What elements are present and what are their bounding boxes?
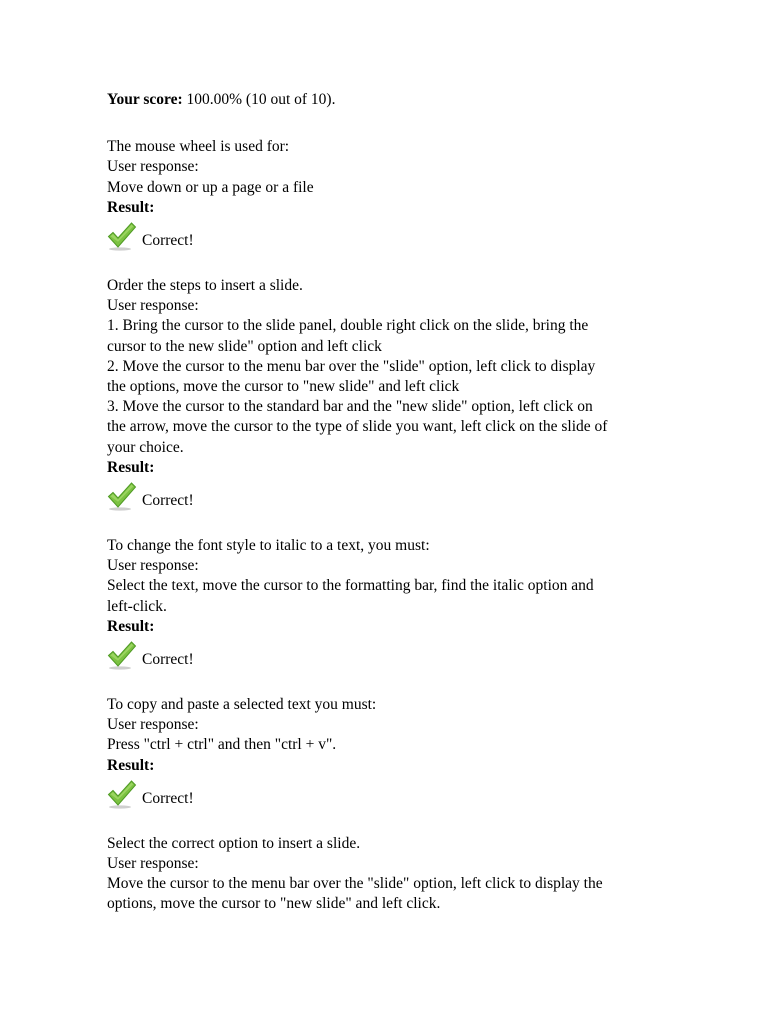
user-response-label: User response: [107, 158, 199, 176]
user-response-text: the options, move the cursor to "new slide" and left click [107, 378, 460, 396]
checkmark-icon [107, 640, 137, 670]
user-response-text: Select the text, move the cursor to the formatting bar, find the italic option and [107, 577, 594, 595]
result-label: Result: [107, 458, 155, 476]
score-line [107, 90, 667, 110]
result-row [107, 638, 667, 670]
user-response-text: the arrow, move the cursor to the type of slide you want, left click on the slide of [107, 418, 608, 436]
user-response-text: cursor to the new slide" option and left click [107, 337, 382, 355]
question-block [107, 834, 667, 915]
correct-label: Correct! [142, 232, 194, 250]
user-response-text: left-click. [107, 597, 167, 615]
result-row [107, 777, 667, 809]
user-response-text: Press "ctrl + ctrl" and then "ctrl + v". [107, 736, 337, 754]
user-response-text: 3. Move the cursor to the standard bar and the "new slide" option, left click on [107, 398, 593, 416]
question-prompt: The mouse wheel is used for: [107, 138, 290, 156]
question-prompt: To copy and paste a selected text you must: [107, 696, 377, 714]
result-label: Result: [107, 617, 155, 635]
correct-label: Correct! [142, 651, 194, 669]
question-prompt: Select the correct option to insert a slide. [107, 834, 361, 852]
user-response-label: User response: [107, 557, 199, 575]
quiz-results-page [107, 90, 667, 940]
correct-label: Correct! [142, 789, 194, 807]
checkmark-icon [107, 221, 137, 251]
question-block [107, 695, 667, 809]
correct-label: Correct! [142, 492, 194, 510]
checkmark-icon [107, 481, 137, 511]
question-block [107, 276, 667, 511]
result-row [107, 219, 667, 251]
user-response-text: Move the cursor to the menu bar over the "slide" option, left click to display the [107, 875, 603, 893]
user-response-text: 2. Move the cursor to the menu bar over the "slide" option, left click to display [107, 357, 596, 375]
user-response-text: your choice. [107, 438, 184, 456]
user-response-text: options, move the cursor to "new slide" and left click. [107, 895, 441, 913]
user-response-text: Move down or up a page or a file [107, 178, 314, 196]
question-block [107, 536, 667, 670]
result-label: Result: [107, 198, 155, 216]
question-block [107, 137, 667, 251]
result-label: Result: [107, 756, 155, 774]
result-row [107, 479, 667, 511]
checkmark-icon [107, 779, 137, 809]
user-response-label: User response: [107, 297, 199, 315]
user-response-label: User response: [107, 716, 199, 734]
question-prompt: Order the steps to insert a slide. [107, 277, 303, 295]
score-value: 100.00% (10 out of 10). [186, 91, 336, 108]
score-label: Your score: [107, 91, 183, 108]
user-response-text: 1. Bring the cursor to the slide panel, double right click on the slide, bring the [107, 317, 589, 335]
question-prompt: To change the font style to italic to a text, you must: [107, 537, 430, 555]
user-response-label: User response: [107, 855, 199, 873]
